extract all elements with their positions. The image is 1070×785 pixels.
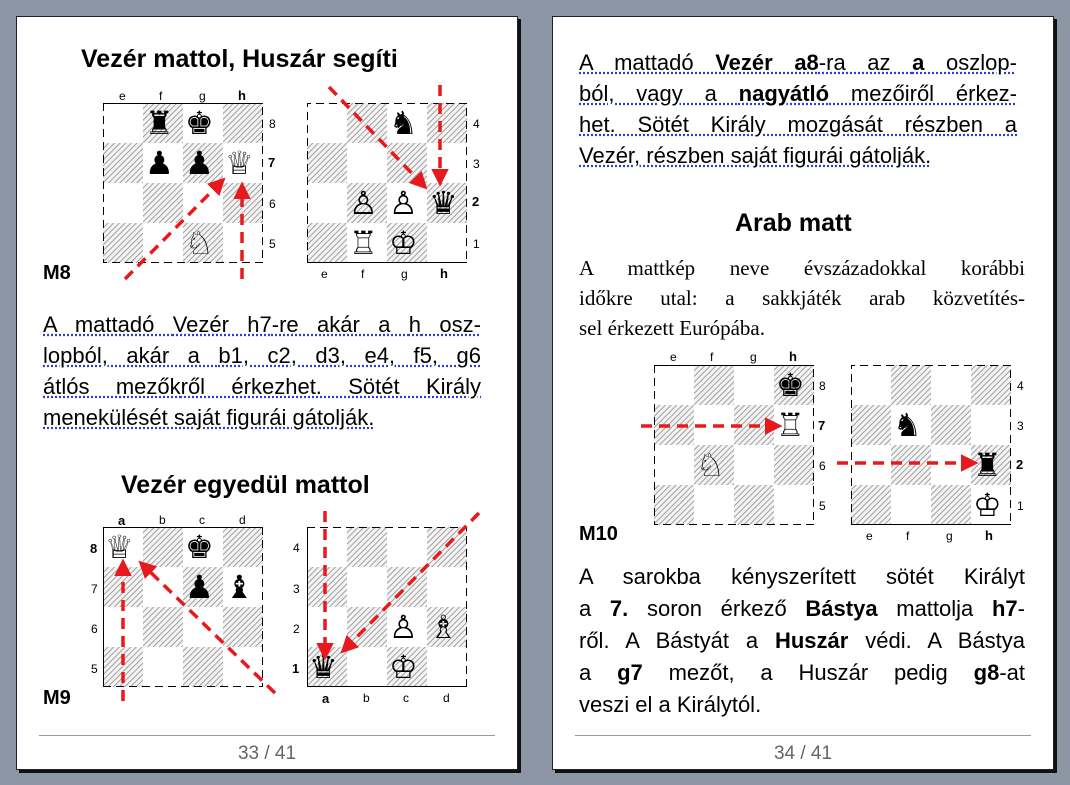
file-label: g	[750, 350, 757, 364]
text-line: A mattkép neve évszázadokkal korábbi	[579, 256, 1025, 280]
file-label: a	[118, 513, 126, 528]
rank-label: 5	[269, 237, 276, 251]
rank-label: 8	[819, 379, 826, 393]
text-line: Vezér, részben saját figurái gátolják.	[579, 143, 932, 168]
black-queen-piece: ♛	[429, 185, 458, 221]
file-label: c	[403, 691, 409, 705]
page-number: 33 / 41	[237, 743, 297, 764]
rank-label: 7	[91, 582, 98, 596]
file-label: b	[159, 513, 166, 527]
white-king-piece: ♔	[389, 649, 418, 685]
file-label: f	[159, 89, 163, 103]
rank-label: 2	[293, 622, 300, 636]
black-king-piece: ♚	[776, 367, 805, 403]
rank-label: 5	[91, 662, 98, 676]
rank-label: 3	[293, 582, 300, 596]
file-label: h	[789, 349, 797, 364]
file-label: g	[401, 267, 408, 281]
white-rook-piece: ♖	[349, 225, 378, 261]
rank-label: 4	[293, 541, 300, 555]
file-label: e	[670, 350, 677, 364]
m9-arrows	[17, 17, 517, 737]
black-pawn-piece: ♟	[185, 569, 214, 605]
black-bishop-piece: ♝	[225, 569, 254, 605]
diagram-label-m8: M8	[43, 262, 71, 284]
rank-label: 7	[818, 418, 826, 433]
left-page	[16, 16, 518, 770]
rank-label: 6	[269, 197, 276, 211]
heading-m9: Vezér egyedül mattol	[121, 471, 370, 499]
black-knight-piece: ♞	[893, 407, 922, 443]
white-pawn-piece: ♙	[389, 609, 418, 645]
footer-divider	[39, 735, 495, 736]
white-rook-piece: ♖	[776, 407, 805, 443]
diagram-label-m10: M10	[579, 523, 618, 545]
file-label: d	[239, 513, 246, 527]
rank-label: 2	[472, 194, 480, 209]
text-line: ból, vagy a nagyátló mezőiről érkez-	[579, 81, 1018, 106]
white-king-piece: ♔	[973, 487, 1002, 523]
rank-label: 3	[473, 157, 480, 171]
file-label: e	[321, 267, 328, 281]
white-pawn-piece: ♙	[389, 185, 418, 221]
file-label: h	[985, 528, 993, 543]
text-line: sel érkezett Európába.	[579, 316, 765, 340]
rank-label: 1	[473, 237, 480, 251]
text-line: a g7 mezőt, a Huszár pedig g8-at	[579, 660, 1025, 685]
text-line: het. Sötét Király mozgását részben a	[579, 112, 1017, 137]
heading-m8: Vezér mattol, Huszár segíti	[81, 45, 398, 73]
rank-label: 3	[1017, 419, 1024, 433]
rank-label: 2	[1016, 457, 1024, 472]
file-label: h	[238, 88, 246, 103]
black-queen-piece: ♛	[309, 649, 338, 685]
rank-label: 1	[1017, 499, 1024, 513]
rank-label: 7	[268, 155, 276, 170]
rank-label: 8	[90, 541, 98, 556]
file-label: g	[199, 89, 206, 103]
text-line: A mattadó Vezér h7-re akár a h osz-	[43, 312, 481, 337]
file-label: f	[361, 267, 365, 281]
diagram-label-m9: M9	[43, 687, 71, 709]
text-line: időkre utal: a sakkjáték arab közvetítés-	[579, 286, 1025, 310]
rank-label: 4	[473, 117, 480, 131]
heading-arab-mate: Arab matt	[735, 209, 852, 237]
rank-label: 1	[292, 661, 300, 676]
white-knight-piece: ♘	[696, 447, 725, 483]
rank-label: 6	[819, 459, 826, 473]
black-king-piece: ♚	[185, 105, 214, 141]
text-line: ről. A Bástyát a Huszár védi. A Bástya	[579, 628, 1025, 653]
footer-divider	[575, 735, 1031, 736]
black-pawn-piece: ♟	[185, 145, 214, 181]
text-line: veszi el a Királytól.	[579, 692, 762, 717]
white-king-piece: ♔	[389, 225, 418, 261]
m10-description	[579, 561, 1025, 721]
black-king-piece: ♚	[185, 529, 214, 565]
white-queen-piece: ♕	[225, 145, 254, 181]
file-label: d	[443, 691, 450, 705]
white-queen-piece: ♕	[105, 529, 134, 565]
right-page	[552, 16, 1054, 770]
rank-label: 5	[819, 499, 826, 513]
file-label: b	[363, 691, 370, 705]
text-line: A sarokba kényszerített sötét Királyt	[579, 564, 1025, 589]
white-bishop-piece: ♗	[429, 609, 458, 645]
file-label: e	[866, 529, 873, 543]
black-pawn-piece: ♟	[145, 145, 174, 181]
black-rook-piece: ♜	[973, 447, 1002, 483]
text-line: A mattadó Vezér a8-ra az a oszlop-	[579, 50, 1017, 75]
rank-label: 8	[269, 117, 276, 131]
file-label: f	[710, 350, 714, 364]
page-number: 34 / 41	[773, 743, 833, 764]
text-line: a 7. soron érkező Bástya mattolja h7-	[579, 596, 1025, 621]
file-label: a	[322, 691, 330, 706]
file-label: g	[946, 529, 953, 543]
file-label: f	[906, 529, 910, 543]
file-label: c	[199, 513, 205, 527]
file-label: h	[440, 266, 448, 281]
rank-label: 4	[1017, 379, 1024, 393]
black-rook-piece: ♜	[145, 105, 174, 141]
white-pawn-piece: ♙	[349, 185, 378, 221]
white-knight-piece: ♘	[185, 225, 214, 261]
rank-label: 6	[91, 622, 98, 636]
m10-arrows	[553, 17, 1053, 617]
black-knight-piece: ♞	[389, 105, 418, 141]
text-line: átlós mezőkről érkezhet. Sötét Király	[43, 374, 481, 399]
text-line: menekülését saját figurái gátolják.	[43, 405, 375, 430]
file-label: e	[119, 89, 126, 103]
text-line: lopból, akár a b1, c2, d3, e4, f5, g6	[43, 343, 481, 368]
